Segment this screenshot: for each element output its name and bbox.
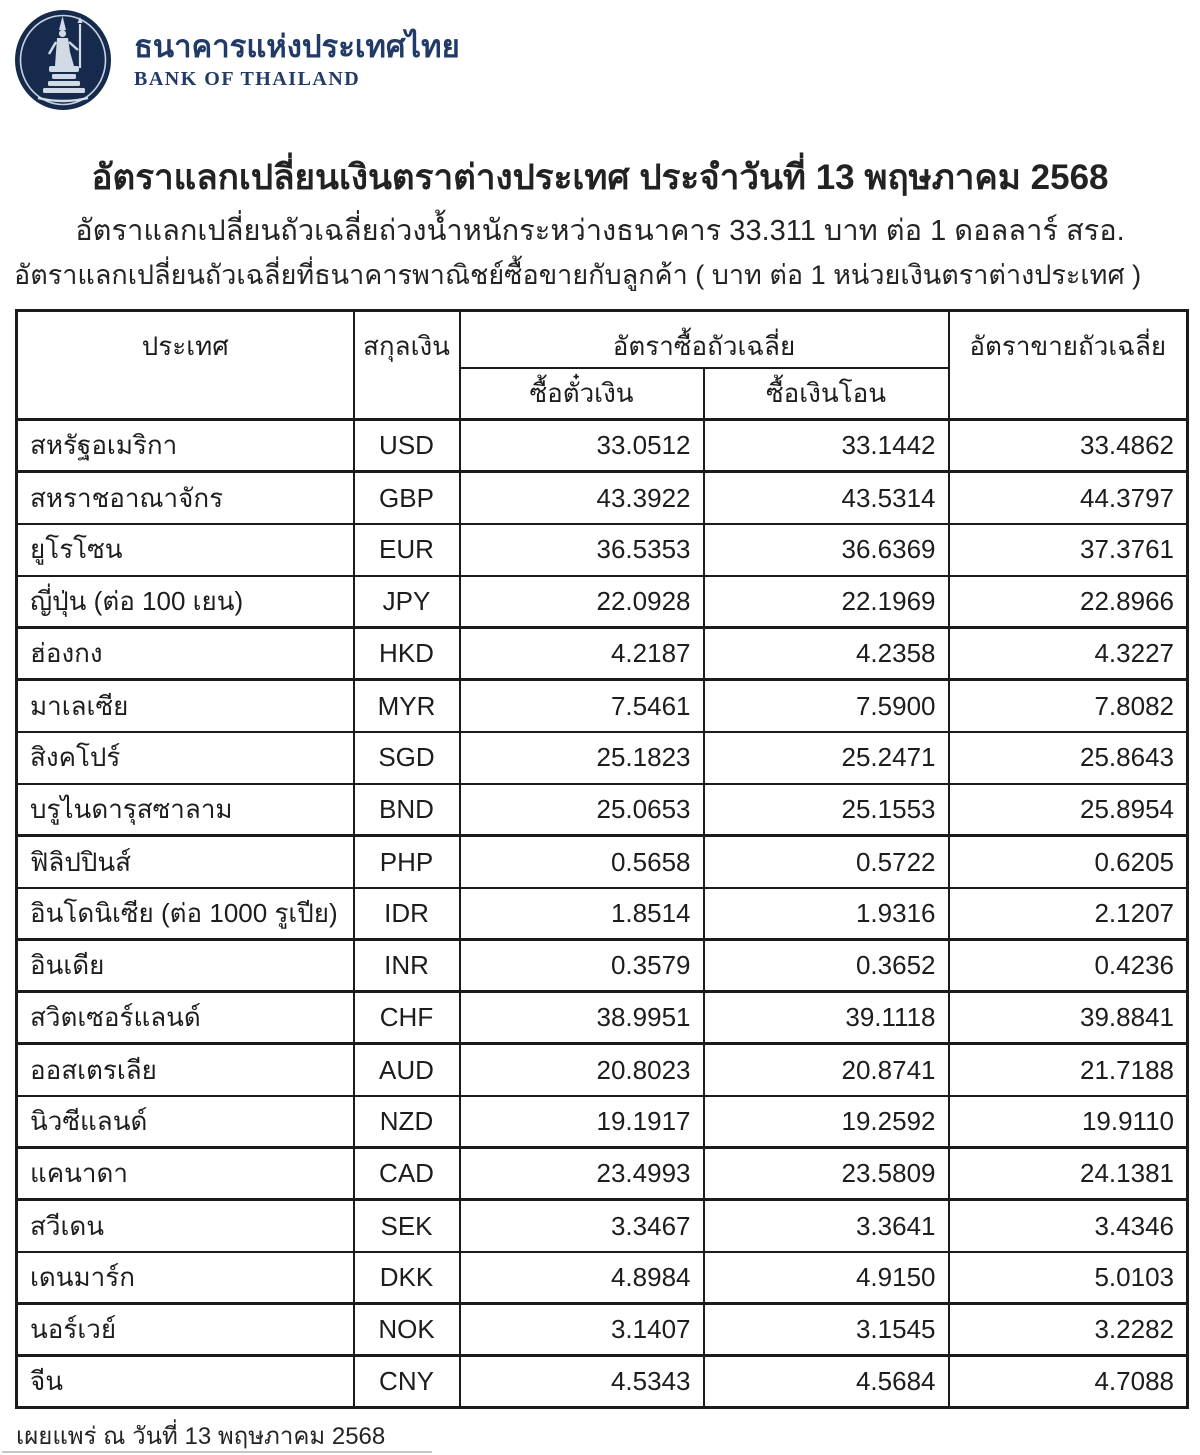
currency-code-cell: BND <box>354 784 460 836</box>
buying-sight-cell: 1.8514 <box>460 888 704 940</box>
buying-transfer-cell: 43.5314 <box>704 472 949 524</box>
rates-tbody <box>17 420 1188 1408</box>
buying-transfer-cell: 25.1553 <box>704 784 949 836</box>
table-row <box>17 1148 1188 1200</box>
currency-code-cell: EUR <box>354 524 460 576</box>
country-cell: เดนมาร์ก <box>17 1252 354 1304</box>
bank-name-thai: ธนาคารแห่งประเทศไทย <box>134 29 460 65</box>
country-cell: สวิตเซอร์แลนด์ <box>17 992 354 1044</box>
selling-rate-cell: 3.4346 <box>949 1200 1188 1252</box>
buying-transfer-cell: 25.2471 <box>704 732 949 784</box>
buying-sight-cell: 3.1407 <box>460 1304 704 1356</box>
currency-code-cell: HKD <box>354 628 460 680</box>
buying-sight-cell: 19.1917 <box>460 1096 704 1148</box>
country-cell: ออสเตรเลีย <box>17 1044 354 1096</box>
buying-transfer-cell: 0.5722 <box>704 836 949 888</box>
currency-code-cell: PHP <box>354 836 460 888</box>
buying-transfer-cell: 22.1969 <box>704 576 949 628</box>
table-row <box>17 1096 1188 1148</box>
selling-rate-cell: 25.8954 <box>949 784 1188 836</box>
table-row <box>17 420 1188 472</box>
currency-code-cell: JPY <box>354 576 460 628</box>
bank-name-english: BANK OF THAILAND <box>134 67 361 90</box>
buying-transfer-cell: 4.9150 <box>704 1252 949 1304</box>
buying-sight-cell: 22.0928 <box>460 576 704 628</box>
selling-rate-cell: 4.3227 <box>949 628 1188 680</box>
country-cell: สวีเดน <box>17 1200 354 1252</box>
currency-code-cell: SEK <box>354 1200 460 1252</box>
selling-rate-cell: 37.3761 <box>949 524 1188 576</box>
bank-of-thailand-seal-icon <box>12 8 114 112</box>
buying-sight-cell: 25.0653 <box>460 784 704 836</box>
table-row <box>17 1304 1188 1356</box>
table-header <box>17 310 1188 420</box>
table-caption-note: อัตราแลกเปลี่ยนถัวเฉลี่ยที่ธนาคารพาณิชย์ซื้อขายกับลูกค้า ( บาท ต่อ 1 หน่วยเงินตราต่างประเทศ ) <box>14 259 1142 290</box>
selling-rate-cell: 0.6205 <box>949 836 1188 888</box>
country-cell: สหราชอาณาจักร <box>17 472 354 524</box>
table-row <box>17 1044 1188 1096</box>
country-cell: ยูโรโซน <box>17 524 354 576</box>
selling-rate-cell: 5.0103 <box>949 1252 1188 1304</box>
buying-sight-cell: 7.5461 <box>460 680 704 732</box>
buying-sight-cell: 25.1823 <box>460 732 704 784</box>
page-title: อัตราแลกเปลี่ยนเงินตราต่างประเทศ ประจำวันที่ 13 พฤษภาคม 2568 <box>91 158 1109 197</box>
selling-rate-cell: 21.7188 <box>949 1044 1188 1096</box>
selling-rate-cell: 3.2282 <box>949 1304 1188 1356</box>
country-cell: จีน <box>17 1356 354 1408</box>
country-cell: แคนาดา <box>17 1148 354 1200</box>
buying-transfer-cell: 4.5684 <box>704 1356 949 1408</box>
buying-sight-cell: 23.4993 <box>460 1148 704 1200</box>
buying-sight-cell: 33.0512 <box>460 420 704 472</box>
currency-code-cell: DKK <box>354 1252 460 1304</box>
buying-sight-cell: 3.3467 <box>460 1200 704 1252</box>
header-country: ประเทศ <box>17 310 354 420</box>
table-row <box>17 732 1188 784</box>
table-row <box>17 576 1188 628</box>
buying-transfer-cell: 39.1118 <box>704 992 949 1044</box>
table-row <box>17 784 1188 836</box>
country-cell: ฟิลิปปินส์ <box>17 836 354 888</box>
currency-code-cell: CAD <box>354 1148 460 1200</box>
buying-transfer-cell: 36.6369 <box>704 524 949 576</box>
buying-transfer-cell: 20.8741 <box>704 1044 949 1096</box>
buying-transfer-cell: 1.9316 <box>704 888 949 940</box>
selling-rate-cell: 33.4862 <box>949 420 1188 472</box>
table-row <box>17 680 1188 732</box>
currency-code-cell: AUD <box>354 1044 460 1096</box>
brand-bar <box>0 0 1200 114</box>
currency-code-cell: CNY <box>354 1356 460 1408</box>
selling-rate-cell: 39.8841 <box>949 992 1188 1044</box>
table-row <box>17 992 1188 1044</box>
selling-rate-cell: 44.3797 <box>949 472 1188 524</box>
buying-sight-cell: 4.8984 <box>460 1252 704 1304</box>
buying-transfer-cell: 23.5809 <box>704 1148 949 1200</box>
selling-rate-cell: 4.7088 <box>949 1356 1188 1408</box>
currency-code-cell: USD <box>354 420 460 472</box>
buying-transfer-cell: 19.2592 <box>704 1096 949 1148</box>
buying-sight-cell: 0.3579 <box>460 940 704 992</box>
table-row <box>17 628 1188 680</box>
buying-transfer-cell: 4.2358 <box>704 628 949 680</box>
table-row <box>17 524 1188 576</box>
interbank-rate-line: อัตราแลกเปลี่ยนถัวเฉลี่ยถ่วงน้ำหนักระหว่างธนาคาร 33.311 บาท ต่อ 1 ดอลลาร์ สรอ. <box>75 214 1125 247</box>
country-cell: บรูไนดารุสซาลาม <box>17 784 354 836</box>
table-row <box>17 1200 1188 1252</box>
country-cell: นอร์เวย์ <box>17 1304 354 1356</box>
exchange-rates-table <box>15 309 1189 1410</box>
currency-code-cell: IDR <box>354 888 460 940</box>
header-selling: อัตราขายถัวเฉลี่ย <box>949 310 1188 420</box>
country-cell: สิงคโปร์ <box>17 732 354 784</box>
buying-transfer-cell: 7.5900 <box>704 680 949 732</box>
currency-code-cell: MYR <box>354 680 460 732</box>
currency-code-cell: INR <box>354 940 460 992</box>
selling-rate-cell: 0.4236 <box>949 940 1188 992</box>
currency-code-cell: NOK <box>354 1304 460 1356</box>
selling-rate-cell: 2.1207 <box>949 888 1188 940</box>
country-cell: นิวซีแลนด์ <box>17 1096 354 1148</box>
table-row <box>17 1252 1188 1304</box>
country-cell: ญี่ปุ่น (ต่อ 100 เยน) <box>17 576 354 628</box>
buying-sight-cell: 4.2187 <box>460 628 704 680</box>
buying-transfer-cell: 3.1545 <box>704 1304 949 1356</box>
currency-code-cell: GBP <box>354 472 460 524</box>
buying-transfer-cell: 0.3652 <box>704 940 949 992</box>
selling-rate-cell: 22.8966 <box>949 576 1188 628</box>
country-cell: อินโดนิเซีย (ต่อ 1000 รูเปีย) <box>17 888 354 940</box>
buying-sight-cell: 0.5658 <box>460 836 704 888</box>
header-buying-sight: ซื้อตั๋วเงิน <box>460 368 704 420</box>
table-row <box>17 940 1188 992</box>
currency-code-cell: NZD <box>354 1096 460 1148</box>
selling-rate-cell: 7.8082 <box>949 680 1188 732</box>
country-cell: สหรัฐอเมริกา <box>17 420 354 472</box>
buying-transfer-cell: 3.3641 <box>704 1200 949 1252</box>
country-cell: ฮ่องกง <box>17 628 354 680</box>
table-row <box>17 1356 1188 1408</box>
country-cell: อินเดีย <box>17 940 354 992</box>
selling-rate-cell: 19.9110 <box>949 1096 1188 1148</box>
buying-transfer-cell: 33.1442 <box>704 420 949 472</box>
table-row <box>17 836 1188 888</box>
brand-names <box>134 29 460 91</box>
buying-sight-cell: 20.8023 <box>460 1044 704 1096</box>
header-buying-transfer: ซื้อเงินโอน <box>704 368 949 420</box>
header-buying-group: อัตราซื้อถัวเฉลี่ย <box>460 310 949 368</box>
buying-sight-cell: 43.3922 <box>460 472 704 524</box>
table-row <box>17 888 1188 940</box>
buying-sight-cell: 36.5353 <box>460 524 704 576</box>
buying-sight-cell: 38.9951 <box>460 992 704 1044</box>
currency-code-cell: SGD <box>354 732 460 784</box>
selling-rate-cell: 25.8643 <box>949 732 1188 784</box>
table-row <box>17 472 1188 524</box>
header-currency: สกุลเงิน <box>354 310 460 420</box>
currency-code-cell: CHF <box>354 992 460 1044</box>
published-date-note: เผยแพร่ ณ วันที่ 13 พฤษภาคม 2568 <box>16 1423 386 1451</box>
country-cell: มาเลเซีย <box>17 680 354 732</box>
selling-rate-cell: 24.1381 <box>949 1148 1188 1200</box>
buying-sight-cell: 4.5343 <box>460 1356 704 1408</box>
